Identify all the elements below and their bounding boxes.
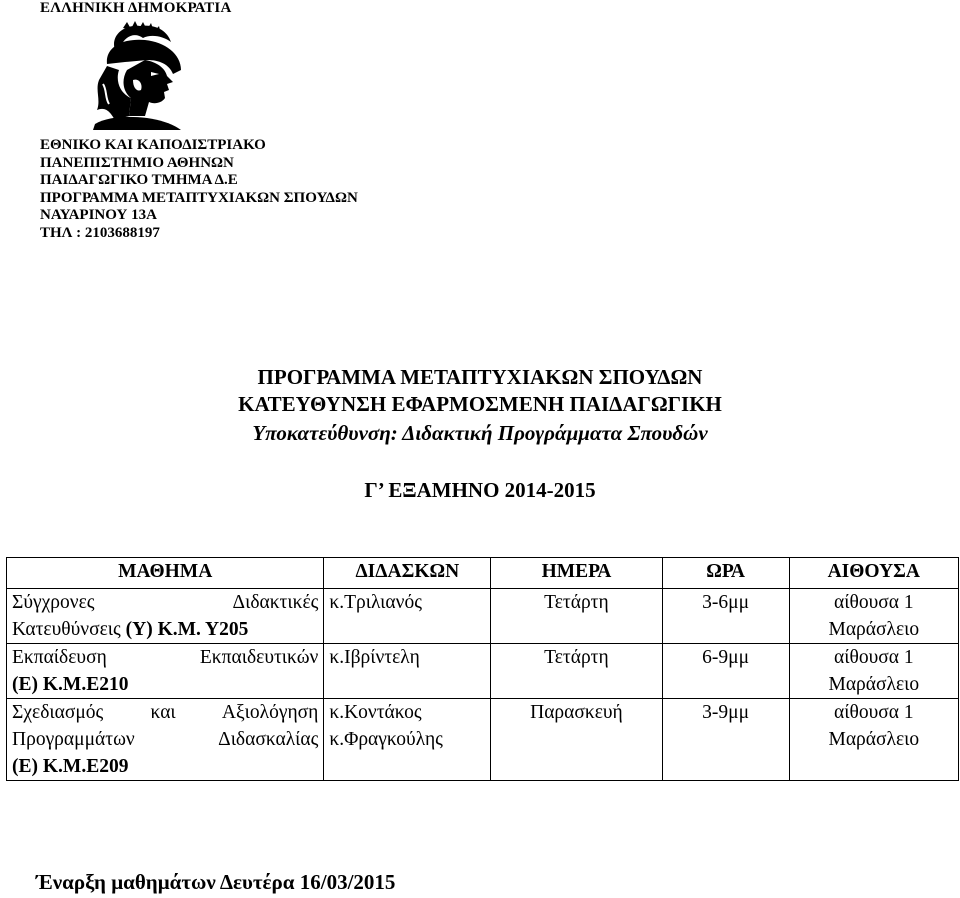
header-time: ΩΡΑ <box>662 558 789 589</box>
time-cell: 3-9μμ <box>662 699 789 781</box>
room-line: Μαράσλειο <box>828 674 920 695</box>
direction-heading: ΚΑΤΕΥΘΥΝΣΗ ΕΦΑΡΜΟΣΜΕΝΗ ΠΑΙΔΑΓΩΓΙΚΗ <box>238 392 722 416</box>
course-code: (Ε) Κ.Μ.Ε209 <box>12 756 129 777</box>
time-cell: 3-6μμ <box>662 589 789 644</box>
institution-line: ΝΑΥΑΡΙΝΟΥ 13Α <box>40 207 157 223</box>
teacher-name: κ.Τριλιανός <box>329 592 422 613</box>
table-row <box>7 699 959 781</box>
time-cell: 6-9μμ <box>662 644 789 699</box>
institution-line: ΠΑΙΔΑΓΩΓΙΚΟ ΤΜΗΜΑ Δ.Ε <box>40 172 238 188</box>
header-teacher: ΔΙΔΑΣΚΩΝ <box>324 558 491 589</box>
course-cell <box>7 644 324 699</box>
institution-line: ΠΑΝΕΠΙΣΤΗΜΙΟ ΑΘΗΝΩΝ <box>40 154 234 171</box>
course-start-note: Έναρξη μαθημάτων Δευτέρα 16/03/2015 <box>36 870 396 894</box>
course-name-line: Σχεδιασμός και Αξιολόγηση <box>12 702 319 723</box>
room-line: αίθουσα 1 <box>834 702 914 723</box>
day-cell: Παρασκευή <box>491 699 662 781</box>
teacher-cell <box>324 589 491 644</box>
course-code: (Ε) Κ.Μ.Ε210 <box>12 674 129 695</box>
teacher-cell <box>324 699 491 781</box>
institution-address-block <box>40 137 358 242</box>
room-line: αίθουσα 1 <box>834 647 914 668</box>
room-line: αίθουσα 1 <box>834 592 914 613</box>
country-title: ΕΛΛΗΝΙΚΗ ΔΗΜΟΚΡΑΤΙΑ <box>40 0 232 16</box>
header-course: ΜΑΘΗΜΑ <box>7 558 324 589</box>
course-name-line: Κατευθύνσεις <box>12 619 121 640</box>
table-row <box>7 644 959 699</box>
course-cell <box>7 699 324 781</box>
semester-heading: Γ’ ΕΞΑΜΗΝΟ 2014-2015 <box>364 478 596 502</box>
course-code: (Υ) Κ.Μ. Υ205 <box>125 619 249 640</box>
table-row <box>7 589 959 644</box>
course-name-line: Σύγχρονες Διδακτικές <box>12 592 319 613</box>
teacher-cell <box>324 644 491 699</box>
header-day: ΗΜΕΡΑ <box>491 558 662 589</box>
room-line: Μαράσλειο <box>828 729 920 750</box>
day-cell: Τετάρτη <box>491 589 662 644</box>
institution-line: ΠΡΟΓΡΑΜΜΑ ΜΕΤΑΠΤΥΧΙΑΚΩΝ ΣΠΟΥΔΩΝ <box>40 189 358 206</box>
institution-line: ΕΘΝΙΚΟ ΚΑΙ ΚΑΠΟΔΙΣΤΡΙΑΚΟ <box>40 137 266 153</box>
room-cell <box>789 589 958 644</box>
subdirection-heading: Υποκατεύθυνση: Διδακτική Προγράμματα Σπουδών <box>252 421 708 445</box>
room-cell <box>789 644 958 699</box>
course-name-line: Προγραμμάτων Διδασκαλίας <box>12 729 319 750</box>
header-room: ΑΙΘΟΥΣΑ <box>789 558 958 589</box>
program-heading: ΠΡΟΓΡΑΜΜΑ ΜΕΤΑΠΤΥΧΙΑΚΩΝ ΣΠΟΥΔΩΝ <box>257 365 703 389</box>
table-header-row <box>7 558 959 589</box>
teacher-name: κ.Κοντάκος <box>329 702 422 723</box>
course-cell <box>7 589 324 644</box>
institution-line: ΤΗΛ : 2103688197 <box>40 224 160 241</box>
room-cell <box>789 699 958 781</box>
athena-helmet-logo-icon <box>85 20 200 132</box>
room-line: Μαράσλειο <box>828 619 920 640</box>
teacher-name: κ.Φραγκούλης <box>329 729 443 750</box>
course-name-line: Εκπαίδευση Εκπαιδευτικών <box>12 647 319 668</box>
course-schedule-table <box>6 557 959 781</box>
teacher-name: κ.Ιβρίντελη <box>329 647 420 668</box>
day-cell: Τετάρτη <box>491 644 662 699</box>
